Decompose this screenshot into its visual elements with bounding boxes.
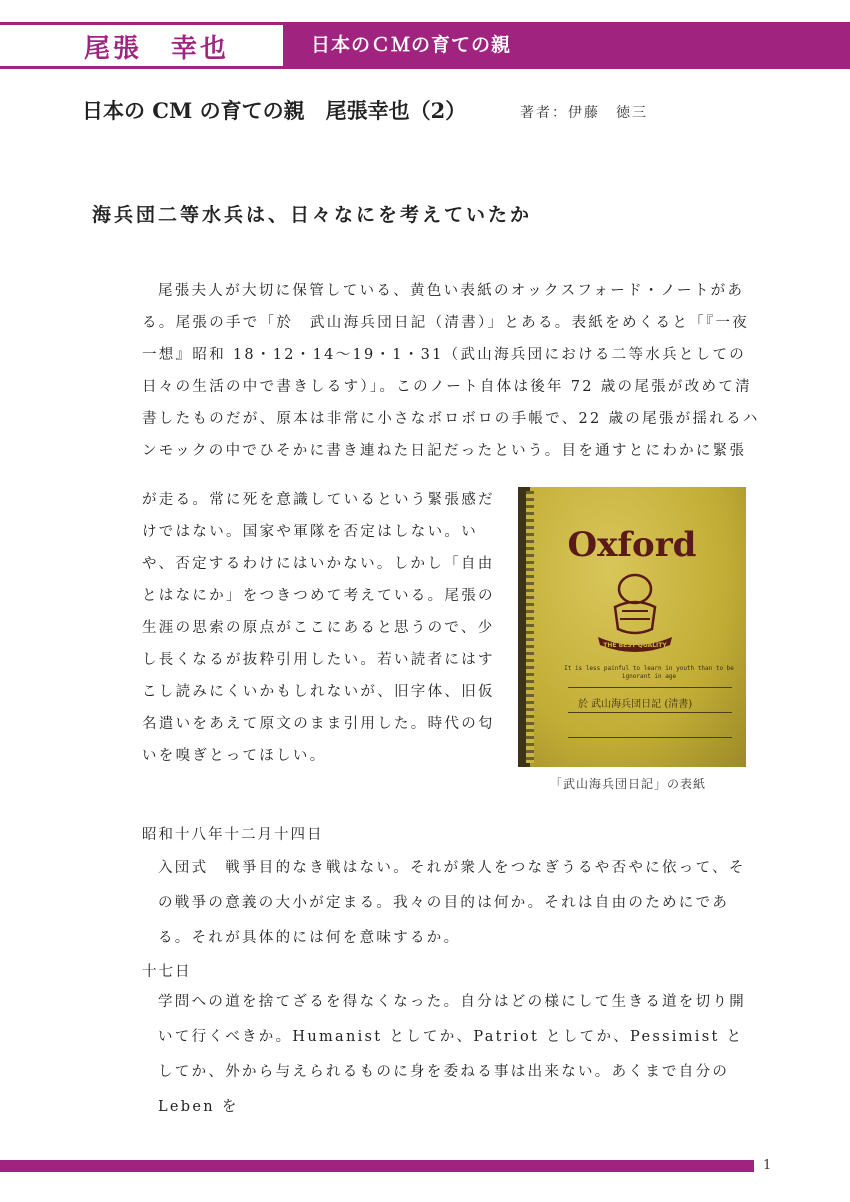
crest-emblem-icon [590,567,680,657]
body-paragraph-1: 尾張夫人が大切に保管している、黄色い表紙のオックスフォード・ノートがある。尾張の手で「於 武山海兵団日記（清書）」とある。表紙をめくると「『一夜一想』昭和 18・12・14～19・1・31（武山海兵団における二等水兵としての日々の生活の中で書きしるす）」。このノート自体は後年 72 歳の尾張が改めて清書したものだが、原本は非常に小さなボロボロの手帳で、22 歳の尾張が揺れるハンモックの中でひそかに書き連ねた日記だったという。目を通すとにわかに緊張 [142,283,760,459]
crest-label: THE BEST QUALITY [603,642,667,649]
diary-entry-text: 入団式 戦爭目的なき戦はない。それが衆人をつなぎうるや否やに依って、その戦爭の意義の大小が定まる。我々の目的は何か。それは自由のためにである。それが具体的には何を意味するか。 [158,860,746,946]
header-name: 尾張 幸也 [84,34,230,64]
cover-ruled-line [568,737,732,738]
article-headline: 日本の CM の育ての親 尾張幸也（2） [82,98,467,123]
cover-brand-text: Oxford [567,525,697,565]
diary-entry-text: 学問への道を捨てざるを得なくなった。自分はどの様にして生きる道を切り開いて行くべきか。Humanist としてか、Patriot としてか、Pessimist としてか、外から与えられるものに身を委ねる事は出来ない。あくまで自分の Leben を [158,994,746,1115]
author-credit: 著者：伊藤 徳三 [520,105,648,121]
cover-ruled-line [568,712,732,713]
section-title: 海兵団二等水兵は、日々なにを考えていたか [92,204,533,226]
cover-handwriting: 於 武山海兵団日記 (清書) [578,699,693,710]
diary-entry-date: 十七日 [142,964,192,980]
diary-entry-date: 昭和十八年十二月十四日 [142,827,324,843]
header-series-title: 日本のＣＭの育ての親 [283,22,850,69]
figure-caption: 「武山海兵団日記」の表紙 [550,777,707,791]
footer-bar [0,1160,754,1172]
body-paragraph-2: が走る。常に死を意識しているという緊張感だけではない。国家や軍隊を否定はしない。いや、否定するわけにはいかない。しかし「自由とはなにか」をつきつめて考えている。尾張の生涯の思索の原点がここにあると思うので、少し長くなるが抜粋引用したい。若い読者にはすこし読みにくいかもしれないが、旧字体、旧仮名遣いをあえて原文のまま引用した。時代の匂いを嗅ぎとってほしい。 [142,492,495,764]
notebook-cover-photo [518,487,746,767]
cover-ruled-line [568,687,732,688]
page-header [0,22,850,69]
cover-motto: It is less painful to learn in youth than to be ignorant in age [564,665,734,680]
page-number: 1 [763,1158,772,1173]
